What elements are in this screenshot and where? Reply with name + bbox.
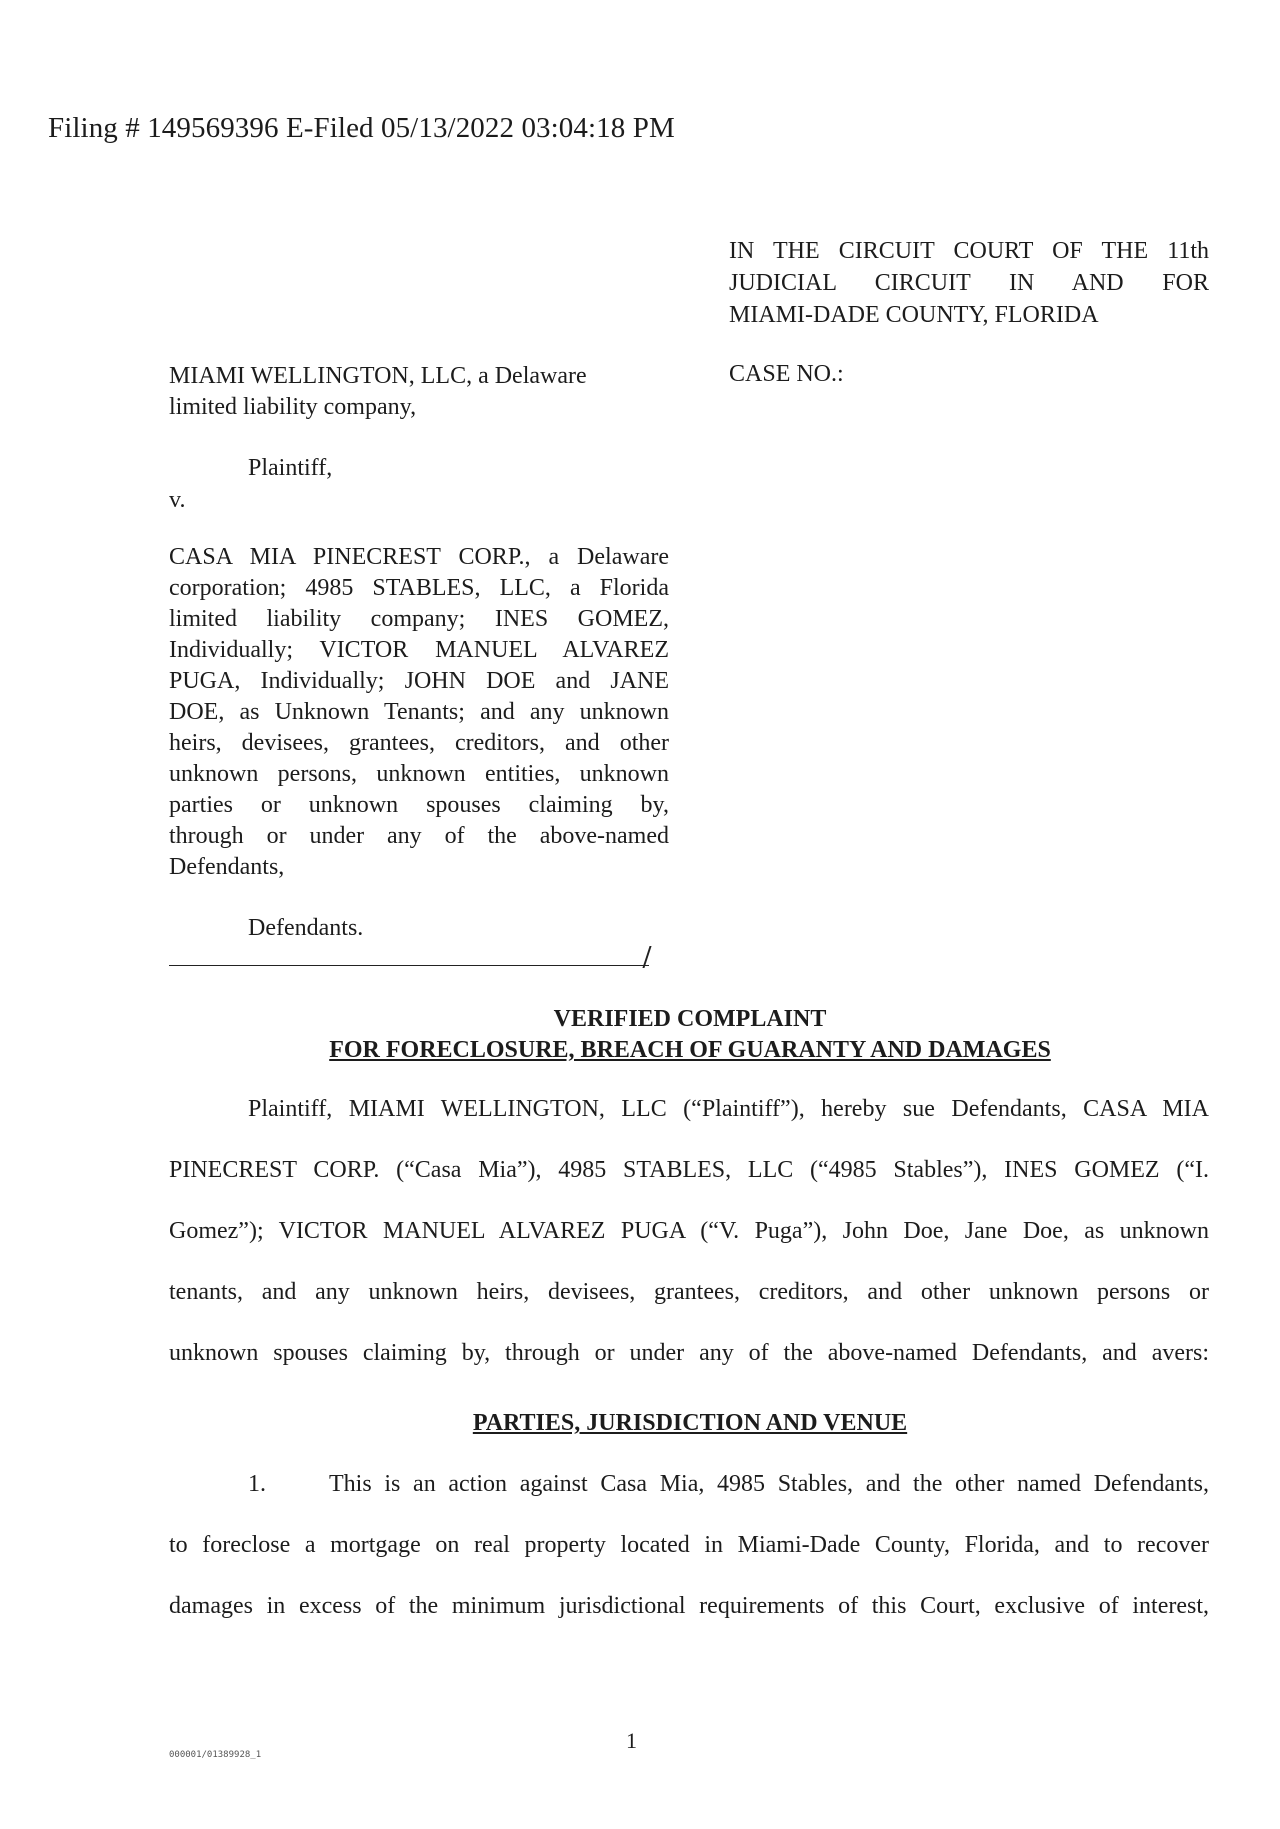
document-subtitle: FOR FORECLOSURE, BREACH OF GUARANTY AND DAMAGES [329, 1037, 1051, 1063]
intro-line: tenants, and any unknown heirs, devisees, grantees, creditors, and other unknown persons or [169, 1279, 1209, 1305]
case-number-label: CASE NO.: [729, 361, 844, 387]
defendant-line: DOE, as Unknown Tenants; and any unknown [169, 699, 669, 725]
paragraph-line: This is an action against Casa Mia, 4985 Stables, and the other named Defendants, [329, 1471, 1209, 1497]
court-caption [729, 235, 1209, 331]
court-line: MIAMI-DADE COUNTY, FLORIDA [729, 302, 1099, 328]
section-heading: PARTIES, JURISDICTION AND VENUE [472, 1410, 908, 1436]
defendants-label: Defendants. [248, 915, 364, 941]
paragraph-line: to foreclose a mortgage on real property located in Miami-Dade County, Florida, and to recover [169, 1532, 1209, 1558]
versus: v. [169, 487, 186, 513]
defendant-line: limited liability company; INES GOMEZ, [169, 606, 669, 632]
defendant-line: corporation; 4985 STABLES, LLC, a Florida [169, 575, 669, 601]
document-title: VERIFIED COMPLAINT [553, 1006, 827, 1032]
paragraph-number: 1. [248, 1471, 266, 1497]
defendant-line: Defendants, [169, 854, 285, 880]
plaintiff-line: MIAMI WELLINGTON, LLC, a Delaware [169, 363, 587, 389]
caption-divider [169, 965, 649, 966]
defendant-line: unknown persons, unknown entities, unknown [169, 761, 669, 787]
intro-line: Plaintiff, MIAMI WELLINGTON, LLC (“Plaintiff”), hereby sue Defendants, CASA MIA [248, 1096, 1209, 1122]
court-line: JUDICIAL CIRCUIT IN AND FOR [729, 270, 1209, 296]
court-line: IN THE CIRCUIT COURT OF THE 11th [729, 238, 1209, 264]
defendant-line: through or under any of the above-named [169, 823, 669, 849]
intro-line: Gomez”); VICTOR MANUEL ALVAREZ PUGA (“V. Puga”), John Doe, Jane Doe, as unknown [169, 1218, 1209, 1244]
defendant-line: CASA MIA PINECREST CORP., a Delaware [169, 544, 669, 570]
defendant-line: PUGA, Individually; JOHN DOE and JANE [169, 668, 669, 694]
plaintiff-party [169, 361, 669, 423]
intro-line: unknown spouses claiming by, through or under any of the above-named Defendants, and avers: [169, 1340, 1209, 1366]
defendant-line: Individually; VICTOR MANUEL ALVAREZ [169, 637, 669, 663]
defendant-line: heirs, devisees, grantees, creditors, and other [169, 730, 669, 756]
filing-stamp: Filing # 149569396 E-Filed 05/13/2022 03:04:18 PM [48, 112, 675, 144]
page-number: 1 [626, 1728, 637, 1753]
plaintiff-line: limited liability company, [169, 394, 417, 420]
intro-line: PINECREST CORP. (“Casa Mia”), 4985 STABLES, LLC (“4985 Stables”), INES GOMEZ (“I. [169, 1157, 1209, 1183]
document-code: 000001/01389928_1 [169, 1750, 262, 1760]
paragraph-line: damages in excess of the minimum jurisdictional requirements of this Court, exclusive of interest, [169, 1593, 1209, 1619]
plaintiff-label: Plaintiff, [248, 455, 333, 481]
defendant-party [169, 542, 669, 883]
defendant-line: parties or unknown spouses claiming by, [169, 792, 669, 818]
